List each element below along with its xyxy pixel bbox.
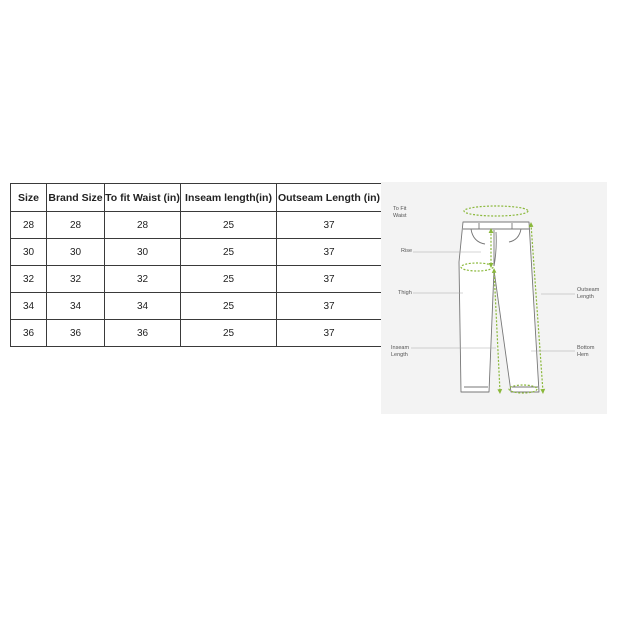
cell-waist: 28 bbox=[105, 212, 181, 239]
cell-waist: 36 bbox=[105, 320, 181, 347]
cell-outseam: 37 bbox=[277, 212, 382, 239]
label-rise: Rise bbox=[401, 248, 413, 254]
cell-size: 36 bbox=[11, 320, 47, 347]
cell-inseam: 25 bbox=[181, 239, 277, 266]
header-waist: To fit Waist (in) bbox=[105, 184, 181, 212]
cell-outseam: 37 bbox=[277, 239, 382, 266]
table-row bbox=[11, 320, 382, 347]
label-inseam: Inseam Length bbox=[391, 345, 410, 358]
cell-waist: 32 bbox=[105, 266, 181, 293]
label-hem: Bottom Hem bbox=[577, 345, 595, 358]
cell-brand-size: 28 bbox=[47, 212, 105, 239]
cell-brand-size: 32 bbox=[47, 266, 105, 293]
cell-outseam: 37 bbox=[277, 266, 382, 293]
cell-brand-size: 34 bbox=[47, 293, 105, 320]
cell-size: 30 bbox=[11, 239, 47, 266]
trousers-icon bbox=[381, 182, 607, 414]
cell-inseam: 25 bbox=[181, 212, 277, 239]
header-brand-size: Brand Size bbox=[47, 184, 105, 212]
cell-size: 28 bbox=[11, 212, 47, 239]
cell-size: 32 bbox=[11, 266, 47, 293]
table-header-row bbox=[11, 184, 382, 212]
cell-brand-size: 36 bbox=[47, 320, 105, 347]
size-chart-table bbox=[10, 183, 382, 347]
trousers-outline bbox=[459, 222, 539, 392]
cell-inseam: 25 bbox=[181, 293, 277, 320]
label-outseam: Outseam Length bbox=[577, 287, 600, 300]
header-outseam: Outseam Length (in) bbox=[277, 184, 382, 212]
table-row bbox=[11, 266, 382, 293]
cell-waist: 30 bbox=[105, 239, 181, 266]
measurement-diagram bbox=[381, 182, 607, 414]
table-row bbox=[11, 293, 382, 320]
label-thigh: Thigh bbox=[398, 290, 412, 296]
cell-outseam: 37 bbox=[277, 293, 382, 320]
table-row bbox=[11, 212, 382, 239]
header-inseam: Inseam length(in) bbox=[181, 184, 277, 212]
table-row bbox=[11, 239, 382, 266]
header-size: Size bbox=[11, 184, 47, 212]
cell-inseam: 25 bbox=[181, 266, 277, 293]
waist-measure bbox=[464, 206, 528, 216]
cell-outseam: 37 bbox=[277, 320, 382, 347]
cell-waist: 34 bbox=[105, 293, 181, 320]
cell-size: 34 bbox=[11, 293, 47, 320]
cell-brand-size: 30 bbox=[47, 239, 105, 266]
cell-inseam: 25 bbox=[181, 320, 277, 347]
label-waist: To Fit Waist bbox=[393, 206, 407, 219]
